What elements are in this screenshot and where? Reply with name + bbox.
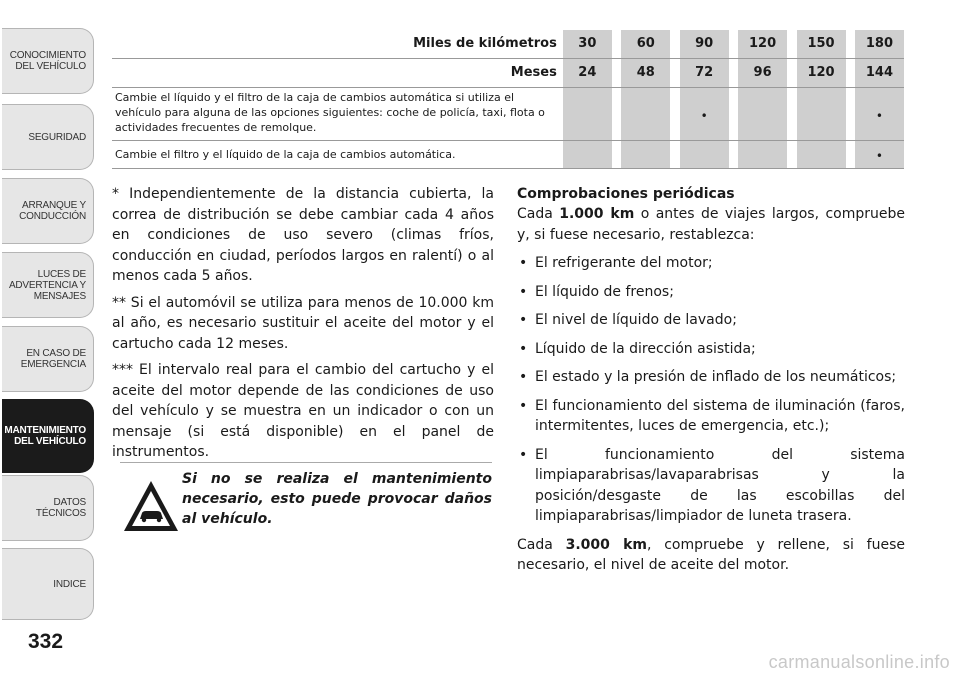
list-item-text: • Líquido de la dirección asistida;: [535, 340, 756, 357]
maintenance-schedule-table: [112, 30, 904, 169]
mark-cell: [797, 88, 846, 140]
service-mark: •: [875, 109, 883, 123]
km-header-label: Miles de kilómetros: [413, 36, 557, 51]
list-item-text: • El nivel de líquido de lavado;: [535, 312, 737, 328]
tab-en-caso-de-emergencia[interactable]: EN CASO DE EMERGENCIA: [2, 326, 94, 392]
intro-suffix: o antes de viajes largos, compruebe y, si fuese necesario, restablezca:: [517, 206, 905, 243]
table-header-km: [112, 30, 904, 59]
row-description: Cambie el líquido y el filtro de la caja de cambios automática si utiliza el vehículo para alguna de las opciones siguientes: coche de policía, taxi, flota o actividades frecuentes de remolque.: [115, 91, 545, 134]
km-cell: 180: [855, 30, 904, 58]
list-item-text: • El funcionamiento del sistema de iluminación (faros, intermitentes, luces de emergencia, etc.);: [535, 397, 905, 434]
footnotes-column: [112, 184, 494, 469]
table-row: [112, 88, 904, 141]
mark-cell: [621, 88, 670, 140]
months-header-label: Meses: [510, 65, 557, 80]
intro-prefix: Cada: [517, 206, 560, 222]
months-cell: 96: [738, 59, 787, 87]
outro-distance: 3.000 km: [565, 536, 647, 553]
warning-box: [120, 462, 492, 529]
list-item: [517, 310, 905, 331]
checks-list: [517, 253, 905, 527]
page-number: 332: [28, 630, 64, 653]
tab-seguridad[interactable]: SEGURIDAD: [2, 104, 94, 170]
km-cell: 90: [680, 30, 729, 58]
table-row: [112, 141, 904, 169]
months-cell: 120: [797, 59, 846, 87]
tab-mantenimiento-del-vehiculo[interactable]: MANTENIMIENTO DEL VEHÍCULO: [2, 399, 94, 473]
mark-cell: [855, 141, 904, 168]
mark-cell: [738, 141, 787, 168]
outro-prefix: Cada: [517, 536, 566, 553]
list-item-text: • El funcionamiento del sistema limpiaparabrisas/lavaparabrisas y la posición/desgaste de las escobillas del limpiaparabrisas/limpiador de luneta trasera.: [535, 446, 905, 524]
list-item-text: • El estado y la presión de inflado de los neumáticos;: [535, 369, 897, 385]
footnote-oil-indicator: *** El intervalo real para el cambio del cartucho y el aceite del motor depende de las condiciones de uso del vehículo y se muestra en un indicador o con un mensaje (si está disponible) en el panel de instrumentos.: [112, 362, 494, 460]
service-mark: •: [700, 109, 708, 123]
months-cell: 72: [680, 59, 729, 87]
chapter-sidebar: [0, 0, 100, 678]
outro-paragraph: [517, 535, 905, 576]
mark-cell: [563, 141, 612, 168]
tab-indice[interactable]: INDICE: [2, 548, 94, 620]
mark-cell: [621, 141, 670, 168]
months-cell: 24: [563, 59, 612, 87]
section-heading: Comprobaciones periódicas: [517, 186, 735, 202]
months-cell: 48: [621, 59, 670, 87]
footnote-timing-belt: * Independientemente de la distancia cubierta, la correa de distribución se debe cambiar cada 4 años en condiciones de uso severo (climas fríos, conducción en ciudad, períodos largos en ralentí) o al menos cada 5 años.: [112, 186, 494, 284]
table-header-months: [112, 59, 904, 88]
list-item: [517, 367, 905, 388]
tab-arranque-y-conduccion[interactable]: ARRANQUE Y CONDUCCIÓN: [2, 178, 94, 244]
list-item: [517, 282, 905, 303]
list-item: [517, 445, 905, 527]
tab-datos-tecnicos[interactable]: DATOS TÉCNICOS: [2, 475, 94, 541]
footnote-oil-change: ** Si el automóvil se utiliza para menos de 10.000 km al año, es necesario sustituir el aceite del motor y el cartucho cada 12 meses.: [112, 294, 494, 352]
mark-cell: [680, 141, 729, 168]
list-item: [517, 253, 905, 274]
warning-triangle-car-icon: [120, 475, 182, 537]
km-cell: 120: [738, 30, 787, 58]
list-item-text: • El líquido de frenos;: [535, 283, 674, 300]
intro-distance: 1.000 km: [559, 206, 635, 222]
km-cell: 150: [797, 30, 846, 58]
list-item: [517, 339, 905, 360]
mark-cell: [738, 88, 787, 140]
service-mark: •: [875, 149, 883, 163]
mark-cell: [563, 88, 612, 140]
mark-cell: [797, 141, 846, 168]
watermark: carmanualsonline.info: [768, 652, 950, 672]
months-cell: 144: [855, 59, 904, 87]
periodic-checks-column: [517, 184, 905, 584]
list-item: [517, 396, 905, 437]
mark-cell: [680, 88, 729, 140]
warning-text: Si no se realiza el mantenimiento necesario, esto puede provocar daños al vehículo.: [182, 471, 492, 527]
list-item-text: • El refrigerante del motor;: [535, 255, 713, 271]
row-description: Cambie el filtro y el líquido de la caja de cambios automática.: [115, 148, 456, 161]
tab-conocimiento-del-vehiculo[interactable]: CONOCIMIENTO DEL VEHÍCULO: [2, 28, 94, 94]
km-cell: 30: [563, 30, 612, 58]
tab-luces-de-advertencia[interactable]: LUCES DE ADVERTENCIA Y MENSAJES: [2, 252, 94, 318]
km-cell: 60: [621, 30, 670, 58]
mark-cell: [855, 88, 904, 140]
outro-suffix: , compruebe y rellene, si fuese necesario, el nivel de aceite del motor.: [517, 536, 905, 573]
intro-paragraph: [517, 204, 905, 245]
